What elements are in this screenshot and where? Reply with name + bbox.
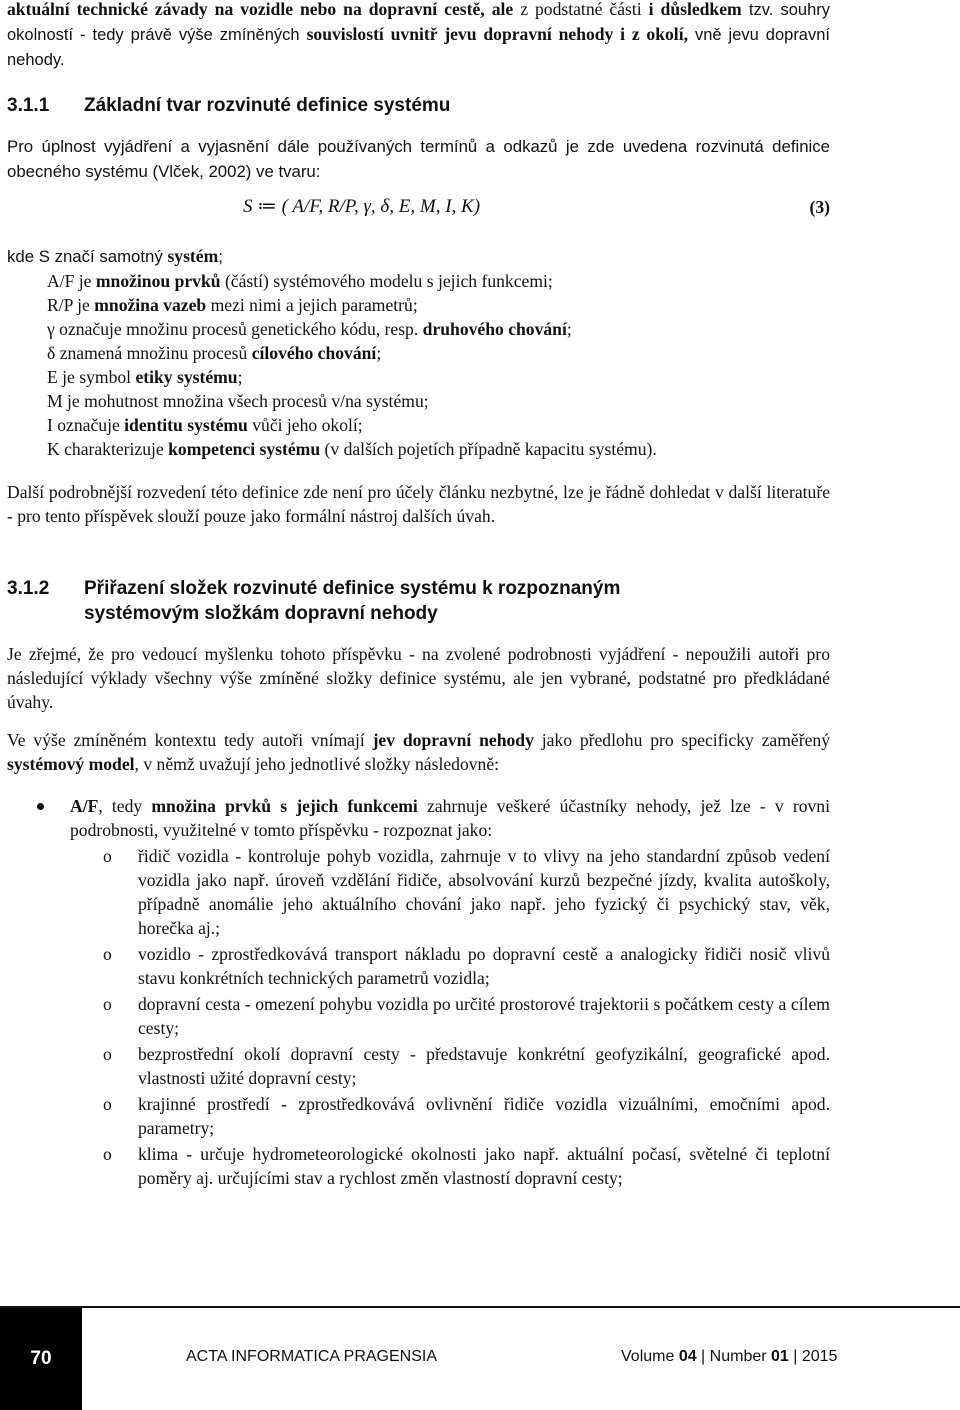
section-heading-3-1-2 bbox=[7, 576, 830, 626]
sub-list-item bbox=[7, 1142, 830, 1190]
definition-item-part-b: kompetenci systému bbox=[168, 439, 321, 459]
definition-item bbox=[47, 269, 830, 293]
journal-name: ACTA INFORMATICA PRAGENSIA bbox=[186, 1348, 437, 1365]
intro-bold-1: aktuální technické závady na vozidle nebo na dopravní cestě, ale bbox=[7, 0, 514, 19]
definition-item-part-b: cílového chování bbox=[251, 343, 377, 363]
definition-items bbox=[7, 269, 830, 461]
definition-intro-paragraph bbox=[7, 134, 830, 184]
definition-item-part-a: M je mohutnost množina všech procesů v/na systému; bbox=[47, 391, 429, 411]
sub-list-item-text: řidič vozidla - kontroluje pohyb vozidla, zahrnuje v to vlivy na jeho standardní způsob vedení vozidla jako např. úroveň vzdělání řidiče, absolvování kurzů bezpečné jízdy, kvalita autoškoly, případně anomálie jeho aktuálního chování jako např. jeho fyzický či psychický stav, věk, horečka aj.; bbox=[138, 846, 830, 938]
context-text-3: , v němž uvažují jeho jednotlivé složky následovně: bbox=[134, 754, 500, 774]
definition-item-part-b: etiky systému bbox=[135, 367, 238, 387]
section-title-line-1: Přiřazení složek rozvinuté definice systému k rozpoznaným bbox=[84, 578, 621, 599]
definition-item-part-c: ; bbox=[376, 343, 382, 363]
sub-list-item bbox=[7, 992, 830, 1040]
intro-bold-2: i důsledkem bbox=[648, 0, 742, 19]
sub-bullet-marker: o bbox=[103, 1144, 112, 1164]
further-paragraph bbox=[7, 480, 830, 528]
volume-info bbox=[621, 1348, 837, 1366]
intro-text-2: tzv. souhry okolností - tedy právě výše zmíněných bbox=[7, 1, 831, 44]
bullet-bold-1: A/F bbox=[70, 796, 99, 816]
definition-item-part-b: identitu systému bbox=[124, 415, 248, 435]
number-label: Number bbox=[709, 1348, 772, 1365]
bullet-text-2: zahrnuje veškeré účastníky nehody, jež lze - v rovni podrobnosti, využitelné v tomto příspěvku - rozpoznat jako: bbox=[70, 796, 830, 840]
context-bold-1: jev dopravní nehody bbox=[372, 730, 534, 750]
section-title: Základní tvar rozvinuté definice systému bbox=[84, 95, 451, 116]
separator: | bbox=[788, 1348, 802, 1365]
definition-item-part-c: (v dalších pojetích případně kapacitu systému). bbox=[320, 439, 657, 459]
paragraph-obvious-text: Je zřejmé, že pro vedoucí myšlenku tohoto příspěvku - na zvolené podrobnosti vyjádření - nepoužili autoři pro následující výklady všechny výše zmíněné složky definice systému, ale jen vybrané, podstatné pro předkládané úvahy. bbox=[7, 644, 830, 712]
definition-lead-bold: systém bbox=[167, 246, 219, 266]
sub-list-item-text: klima - určuje hydrometeorologické okolnosti jako např. aktuální počasí, světelné či teplotní poměry aj. určujícími stav a rychlost změn vlastností dopravní cesty; bbox=[138, 1144, 830, 1188]
context-text-1: Ve výše zmíněném kontextu tedy autoři vnímají bbox=[7, 730, 373, 750]
definition-item-part-a: K charakterizuje bbox=[47, 439, 169, 459]
sub-list bbox=[7, 844, 830, 1190]
definition-item-part-c: mezi nimi a jejich parametrů; bbox=[206, 295, 418, 315]
definition-lead-end: ; bbox=[218, 247, 223, 266]
definition-item bbox=[47, 317, 830, 341]
sub-bullet-marker: o bbox=[103, 944, 112, 964]
section-number: 3.1.2 bbox=[7, 578, 50, 599]
year: 2015 bbox=[801, 1348, 838, 1365]
paragraph-context bbox=[7, 728, 830, 776]
sub-list-item-text: bezprostřední okolí dopravní cesty - představuje konkrétní geofyzikální, geografické apod. vlastnosti užité dopravní cesty; bbox=[138, 1044, 830, 1088]
intro-text-1: z podstatné části bbox=[513, 0, 649, 19]
definition-lead-text: kde S značí samotný bbox=[7, 247, 168, 266]
volume-label: Volume bbox=[621, 1348, 679, 1365]
equation-number: (3) bbox=[809, 197, 830, 217]
intro-text-3: vně jevu dopravní nehody. bbox=[7, 26, 830, 69]
definition-item-part-c: (částí) systémového modelu s jejich funkcemi; bbox=[220, 271, 553, 291]
definition-item-part-a: R/P je bbox=[47, 295, 95, 315]
definition-item bbox=[47, 413, 830, 437]
system-definition-formula: S ≔ ( A/F, R/P, γ, δ, E, M, I, K) bbox=[243, 196, 481, 217]
definition-item-part-a: I označuje bbox=[47, 415, 125, 435]
definition-item bbox=[47, 365, 830, 389]
context-text-2: jako předlohu pro specificky zaměřený bbox=[533, 730, 830, 750]
formula-row bbox=[7, 193, 830, 223]
sub-list-item-text: krajinné prostředí - zprostředkovává ovlivnění řidiče vozidla vizuálními, emočními apod. parametry; bbox=[138, 1094, 830, 1138]
component-bullet-list bbox=[7, 794, 830, 1190]
definition-item bbox=[47, 437, 830, 461]
intro-bold-3: souvislostí uvnitř jevu dopravní nehody i z okolí, bbox=[306, 24, 688, 44]
definition-item-part-b: druhového chování bbox=[422, 319, 567, 339]
sub-bullet-marker: o bbox=[103, 994, 112, 1014]
sub-list-item bbox=[7, 1092, 830, 1140]
definition-item-part-c: ; bbox=[566, 319, 572, 339]
list-item bbox=[7, 794, 830, 842]
definition-item-part-c: vůči jeho okolí; bbox=[247, 415, 363, 435]
definition-item bbox=[47, 341, 830, 365]
sub-list-item bbox=[7, 942, 830, 990]
definition-item-part-a: E je symbol bbox=[47, 367, 136, 387]
definition-lead bbox=[7, 244, 830, 269]
sub-list-item-text: dopravní cesta - omezení pohybu vozidla po určité prostorové trajektorii s počátkem cesty a cílem cesty; bbox=[138, 994, 830, 1038]
definition-item bbox=[47, 389, 830, 413]
definition-intro-text: Pro úplnost vyjádření a vyjasnění dále používaných termínů a odkazů je zde uvedena rozvinutá definice obecného systému (Vlček, 2002) ve tvaru: bbox=[7, 137, 830, 181]
section-title-line-2: systémovým složkám dopravní nehody bbox=[84, 603, 438, 624]
bullet-icon bbox=[37, 803, 44, 810]
definition-item-part-b: množina vazeb bbox=[94, 295, 207, 315]
definition-list bbox=[7, 244, 830, 461]
bullet-text-1: , tedy bbox=[98, 796, 152, 816]
bullet-bold-2: množina prvků s jejich funkcemi bbox=[151, 796, 418, 816]
sub-list-item bbox=[7, 844, 830, 940]
sub-list-item bbox=[7, 1042, 830, 1090]
page-footer bbox=[0, 1306, 960, 1410]
sub-list-item-text: vozidlo - zprostředkovává transport nákladu po dopravní cestě a analogicky řidiči nosič vlivů stavu konkrétních technických parametrů vozidla; bbox=[138, 944, 830, 988]
definition-item-part-a: δ znamená množinu procesů bbox=[47, 343, 252, 363]
issue-number: 01 bbox=[771, 1348, 789, 1365]
definition-item-part-a: A/F je bbox=[47, 271, 96, 291]
definition-item-part-a: γ označuje množinu procesů genetického kódu, resp. bbox=[47, 319, 423, 339]
sub-bullet-marker: o bbox=[103, 846, 112, 866]
page-number: 70 bbox=[30, 1348, 52, 1369]
paragraph-obvious bbox=[7, 642, 830, 714]
separator: | bbox=[696, 1348, 710, 1365]
sub-bullet-marker: o bbox=[103, 1044, 112, 1064]
context-bold-2: systémový model bbox=[7, 754, 135, 774]
definition-item bbox=[47, 293, 830, 317]
definition-item-part-c: ; bbox=[237, 367, 243, 387]
intro-paragraph bbox=[7, 0, 830, 72]
sub-bullet-marker: o bbox=[103, 1094, 112, 1114]
definition-item-part-b: množinou prvků bbox=[95, 271, 221, 291]
section-number: 3.1.1 bbox=[7, 95, 50, 116]
further-text: Další podrobnější rozvedení této definice zde není pro účely článku nezbytné, lze je řádně dohledat v další literatuře - pro tento příspěvek slouží pouze jako formální nástroj dalších úvah. bbox=[7, 482, 830, 526]
section-heading-3-1-1 bbox=[7, 93, 830, 118]
page-number-box bbox=[0, 1308, 82, 1410]
volume-number: 04 bbox=[678, 1348, 697, 1365]
